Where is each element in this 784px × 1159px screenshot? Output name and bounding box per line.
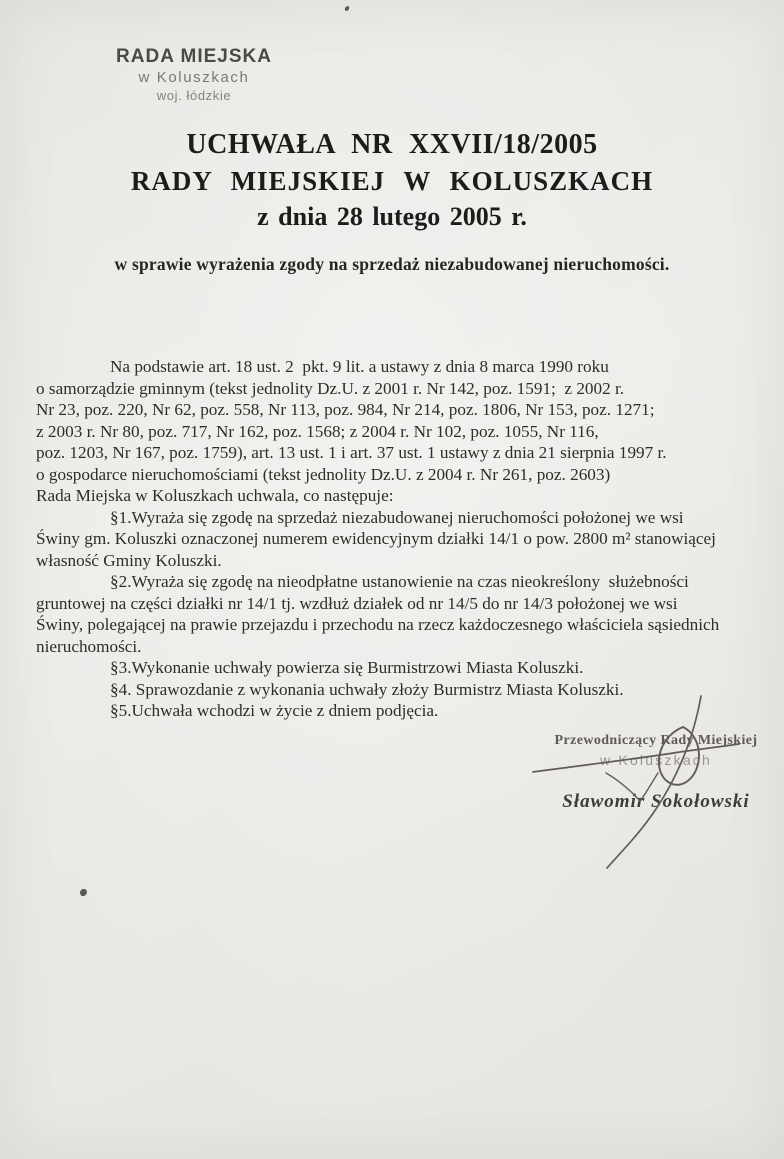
document-title: [0, 129, 784, 232]
paragraph-section-3: §3.Wykonanie uchwały powierza się Burmistrzowi Miasta Koluszki.: [110, 658, 584, 677]
paragraph-legal-basis: Na podstawie art. 18 ust. 2 pkt. 9 lit. a ustawy z dnia 8 marca 1990 roku o samorządzie gminnym (tekst jednolity Dz.U. z 2001 r. Nr 142, poz. 1591; z 2002 r. Nr 23, poz. 220, Nr 62, poz. 558, Nr 113, poz. 984, Nr 214, poz. 1806, Nr 153, poz. 1271; z 2003 r. Nr 80, poz. 717, Nr 162, poz. 1568; z 2004 r. Nr 102, poz. 1055, Nr 116, poz. 1203, Nr 167, poz. 1759), art. 13 ust. 1 i art. 37 ust. 1 ustawy z dnia 21 sierpnia 1997 r. o gospodarce nieruchomościami (tekst jednolity Dz.U. z 2004 r. Nr 261, poz. 2603) Rada Miejska w Koluszkach uchwala, co następuje:: [36, 357, 667, 505]
paragraph-section-2: §2.Wyraża się zgodę na nieodpłatne ustanowienie na czas nieokreślony służebności gruntowej na części działki nr 14/1 tj. wzdłuż działek od nr 14/5 do nr 14/3 położonej we wsi Świny, polegającej na prawie przejazdu i przechodu na rzecz każdoczesnego właściciela sąsiednich nieruchomości.: [36, 572, 720, 656]
paragraph-section-4: §4. Sprawozdanie z wykonania uchwały złoży Burmistrz Miasta Koluszki.: [110, 679, 624, 699]
signature-block: [540, 733, 772, 813]
issuer-location: w Koluszkach: [138, 69, 250, 86]
title-number-line: UCHWAŁA NR XXVII/18/2005: [186, 129, 598, 160]
issuer-name: RADA MIEJSKA: [116, 46, 272, 67]
document-body: [36, 356, 760, 722]
title-council-line: RADY MIEJSKIEJ W KOLUSZKACH: [130, 166, 654, 196]
scan-speck: [79, 888, 87, 896]
issuer-province: woj. łódzkie: [156, 88, 232, 103]
paragraph-section-1: §1.Wyraża się zgodę na sprzedaż niezabudowanej nieruchomości położonej we wsi Świny gm. Koluszki oznaczonej numerem ewidencyjnym działki 14/1 o pow. 2800 m² stanowiącej własność Gminy Koluszki.: [36, 507, 716, 570]
issuer-stamp: [116, 46, 272, 103]
signer-name: Sławomir Sokołowski: [562, 791, 750, 812]
document-subject: w sprawie wyrażenia zgody na sprzedaż niezabudowanej nieruchomości.: [114, 254, 670, 274]
signature-role-location: w Koluszkach: [600, 752, 712, 768]
paragraph-section-5: §5.Uchwała wchodzi w życie z dniem podjęcia.: [110, 701, 439, 720]
signature-role-title: Przewodniczący Rady Miejskiej: [554, 733, 758, 748]
title-date-line: z dnia 28 lutego 2005 r.: [257, 202, 527, 231]
scan-speck: [344, 6, 349, 12]
